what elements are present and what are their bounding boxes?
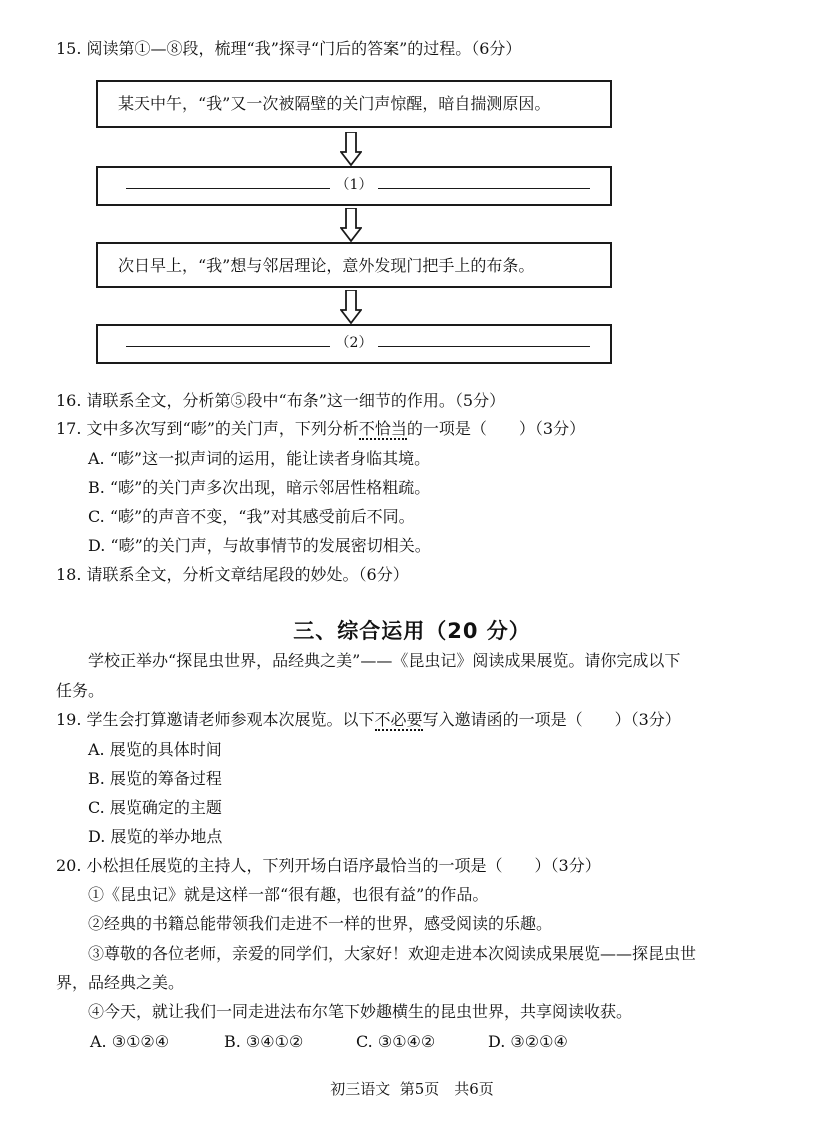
section-intro-line-2: 任务。	[56, 681, 105, 700]
option-c[interactable]: C. ③①④②	[356, 1032, 436, 1051]
sentence-4: ④今天，就让我们一同走进法布尔笔下妙趣横生的昆虫世界，共享阅读收获。	[88, 1002, 633, 1021]
down-arrow-icon	[340, 208, 362, 242]
option-a[interactable]: A. 展览的具体时间	[88, 740, 222, 759]
option-d[interactable]: D. 展览的举办地点	[88, 827, 223, 846]
section-intro-line-1: 学校正举办“探昆虫世界，品经典之美”——《昆虫记》阅读成果展览。请你完成以下	[88, 651, 681, 670]
sentence-3-line-2: 界，品经典之美。	[56, 973, 185, 992]
flow-box-2	[96, 166, 612, 206]
sentence-1: ①《昆虫记》就是这样一部“很有趣，也很有益”的作品。	[88, 885, 489, 904]
option-b[interactable]: B. ③④①②	[224, 1032, 304, 1051]
emphasis-text: 不必要	[374, 710, 423, 729]
flow-box-3-text: 次日早上，“我”想与邻居理论，意外发现门把手上的布条。	[118, 256, 535, 275]
question-19-stem	[56, 709, 681, 731]
sentence-2: ②经典的书籍总能带领我们走进不一样的世界，感受阅读的乐趣。	[88, 914, 553, 933]
question-15-stem: 15. 阅读第①—⑧段，梳理“我”探寻“门后的答案”的过程。（6分）	[56, 39, 522, 58]
question-18-stem: 18. 请联系全文，分析文章结尾段的妙处。（6分）	[56, 565, 409, 584]
question-20-stem: 20. 小松担任展览的主持人，下列开场白语序最恰当的一项是（ ）（3分）	[56, 856, 601, 875]
option-b[interactable]: B. “嘭”的关门声多次出现，暗示邻居性格粗疏。	[88, 478, 431, 497]
blank-2-label: （2）	[98, 335, 610, 351]
option-d[interactable]: D. “嘭”的关门声，与故事情节的发展密切相关。	[88, 536, 431, 555]
question-19-stem-pre: 19. 学生会打算邀请老师参观本次展览。以下	[56, 710, 375, 729]
page-footer: 初三语文 第5页 共6页	[330, 1080, 494, 1098]
option-c[interactable]: C. 展览确定的主题	[88, 798, 222, 817]
flow-box-3	[96, 242, 612, 288]
question-17-stem	[56, 418, 585, 440]
option-d[interactable]: D. ③②①④	[488, 1032, 568, 1051]
flow-box-1-text: 某天中午，“我”又一次被隔壁的关门声惊醒，暗自揣测原因。	[118, 94, 551, 113]
question-17-stem-pre: 17. 文中多次写到“嘭”的关门声，下列分析	[56, 419, 359, 438]
flow-box-1	[96, 80, 612, 128]
question-17-stem-post: 的一项是（ ）（3分）	[406, 419, 586, 438]
emphasis-text: 不恰当	[358, 419, 407, 438]
option-c[interactable]: C. “嘭”的声音不变，“我”对其感受前后不同。	[88, 507, 415, 526]
flow-box-4	[96, 324, 612, 364]
down-arrow-icon	[340, 290, 362, 324]
sentence-3-line-1: ③尊敬的各位老师，亲爱的同学们，大家好！欢迎走进本次阅读成果展览——探昆虫世	[88, 944, 697, 963]
blank-1-label: （1）	[98, 177, 610, 193]
down-arrow-icon	[340, 132, 362, 166]
section-title: 三、综合运用（20 分）	[293, 619, 531, 643]
question-16-stem: 16. 请联系全文，分析第⑤段中“布条”这一细节的作用。（5分）	[56, 391, 506, 410]
option-b[interactable]: B. 展览的筹备过程	[88, 769, 222, 788]
option-a[interactable]: A. “嘭”这一拟声词的运用，能让读者身临其境。	[88, 449, 431, 468]
question-19-stem-post: 写入邀请函的一项是（ ）（3分）	[422, 710, 681, 729]
option-a[interactable]: A. ③①②④	[90, 1032, 170, 1051]
